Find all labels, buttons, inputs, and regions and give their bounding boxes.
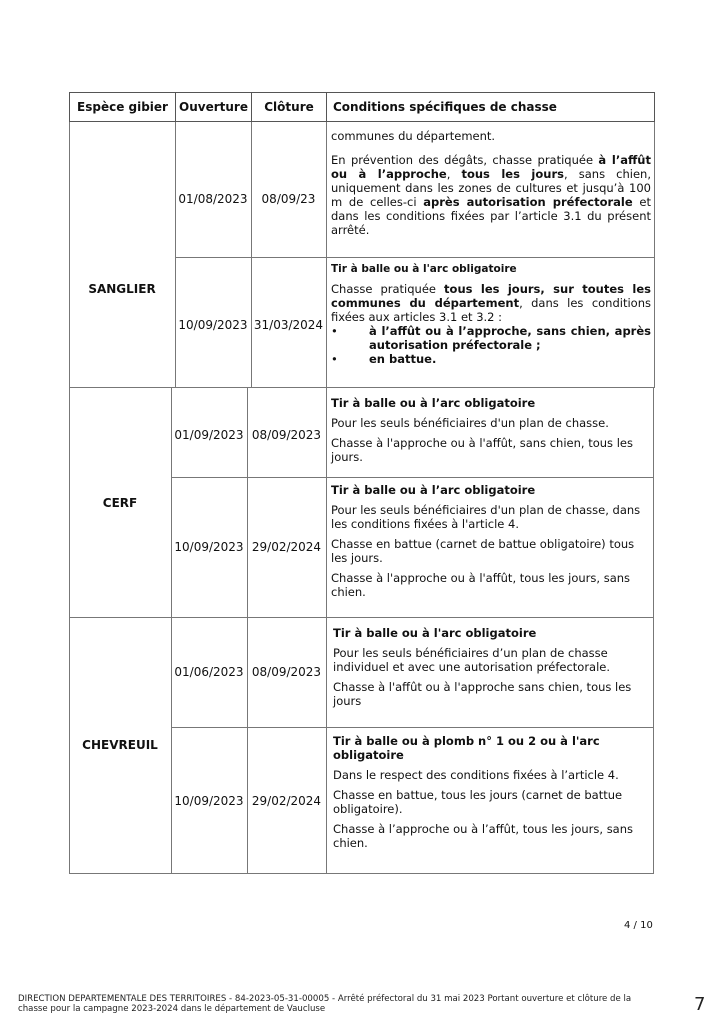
table-border — [247, 388, 248, 617]
table-border — [326, 388, 327, 617]
conditions-text: Chasse pratiquée tous les jours, sur toutes les communes du département, dans les conditions fixées aux articles 3.1 et 3.2 : — [331, 282, 651, 324]
conditions-text: Chasse en battue (carnet de battue obligatoire) tous les jours. — [331, 537, 635, 565]
opening-date: 10/09/2023 — [174, 794, 244, 808]
table-border — [247, 617, 248, 874]
closing-date: 29/02/2024 — [251, 540, 322, 554]
conditions-cell — [333, 734, 649, 856]
conditions-text: En prévention des dégâts, chasse pratiquée à l’affût ou à l’approche, tous les jours, sans chien, uniquement dans les zones de cultures et jusqu’à 100 m de celles-ci après autorisation préfectorale et dans les conditions fixées par l’article 3.1 du présent arrêté. — [331, 153, 651, 237]
table-border — [175, 257, 654, 258]
species-chevreuil: CHEVREUIL — [82, 738, 158, 752]
conditions-text: Chasse en battue, tous les jours (carnet de battue obligatoire). — [333, 788, 623, 816]
species-sanglier: SANGLIER — [88, 282, 156, 296]
conditions-title: Tir à balle ou à l’arc obligatoire — [331, 396, 536, 410]
conditions-title: Tir à balle ou à l'arc obligatoire — [331, 263, 517, 275]
opening-date: 10/09/2023 — [178, 318, 248, 332]
list-item: • en battue. — [331, 352, 437, 366]
conditions-text: Pour les seuls bénéficiaires d’un plan de chasse individuel et avec une autorisation préfectorale. — [333, 646, 611, 674]
conditions-text: Pour les seuls bénéficiaires d'un plan de chasse, dans les conditions fixées à l'article 4. — [331, 503, 641, 531]
conditions-text: communes du département. — [331, 129, 496, 143]
table-border — [69, 873, 653, 874]
closing-date: 29/02/2024 — [251, 794, 322, 808]
conditions-text: Chasse à l'affût ou à l'approche sans chien, tous les jours — [333, 680, 632, 708]
conditions-title: Tir à balle ou à l’arc obligatoire — [331, 483, 536, 497]
footer-text: DIRECTION DEPARTEMENTALE DES TERRITOIRES - 84-2023-05-31-00005 - Arrêté préfectoral du 31 mai 2023 Portant ouverture et clôture de la chasse pour la campagne 2023-2024 dans le département de Vaucluse — [18, 994, 632, 1014]
closing-date: 08/09/23 — [261, 192, 316, 206]
header-opening: Ouverture — [176, 93, 252, 121]
conditions-text: Chasse à l’approche ou à l’affût, tous les jours, sans chien. — [333, 822, 634, 850]
table-border — [69, 617, 653, 618]
table-border — [171, 617, 172, 874]
table-border — [653, 617, 654, 874]
conditions-text: Chasse à l'approche ou à l'affût, sans chien, tous les jours. — [331, 436, 633, 464]
table-border — [69, 387, 655, 388]
species-cerf: CERF — [102, 496, 138, 510]
opening-date: 01/06/2023 — [174, 665, 244, 679]
conditions-text: Dans le respect des conditions fixées à l’article 4. — [333, 768, 619, 782]
conditions-cell — [331, 396, 649, 470]
table-header-row — [69, 92, 655, 122]
page-indicator: 4 / 10 — [624, 920, 653, 931]
closing-date: 31/03/2024 — [253, 318, 324, 332]
conditions-cell — [331, 483, 649, 605]
table-border — [326, 617, 327, 874]
footer-page-number: 7 — [694, 994, 706, 1015]
closing-date: 08/09/2023 — [251, 665, 322, 679]
conditions-text: Pour les seuls bénéficiaires d'un plan de chasse. — [331, 416, 609, 430]
conditions-text: Chasse à l'approche ou à l'affût, tous les jours, sans chien. — [331, 571, 631, 599]
closing-date: 08/09/2023 — [251, 428, 322, 442]
table-border — [171, 388, 172, 617]
list-item: • à l’affût ou à l’approche, sans chien, après autorisation préfectorale ; — [331, 324, 651, 352]
table-border — [251, 122, 252, 388]
table-border — [171, 727, 653, 728]
table-border — [69, 122, 70, 388]
table-border — [326, 122, 327, 388]
conditions-cell — [331, 129, 651, 243]
opening-date: 10/09/2023 — [174, 540, 244, 554]
table-border — [171, 477, 653, 478]
table-border — [654, 122, 655, 388]
opening-date: 01/08/2023 — [178, 192, 248, 206]
conditions-cell — [331, 262, 651, 366]
table-border — [653, 388, 654, 617]
header-species: Espèce gibier — [70, 93, 176, 121]
conditions-cell — [333, 626, 649, 714]
opening-date: 01/09/2023 — [174, 428, 244, 442]
conditions-title: Tir à balle ou à plomb n° 1 ou 2 ou à l'arc obligatoire — [333, 734, 600, 762]
header-closing: Clôture — [252, 93, 327, 121]
header-conditions: Conditions spécifiques de chasse — [333, 100, 557, 114]
table-border — [175, 122, 176, 388]
conditions-title: Tir à balle ou à l'arc obligatoire — [333, 626, 537, 640]
